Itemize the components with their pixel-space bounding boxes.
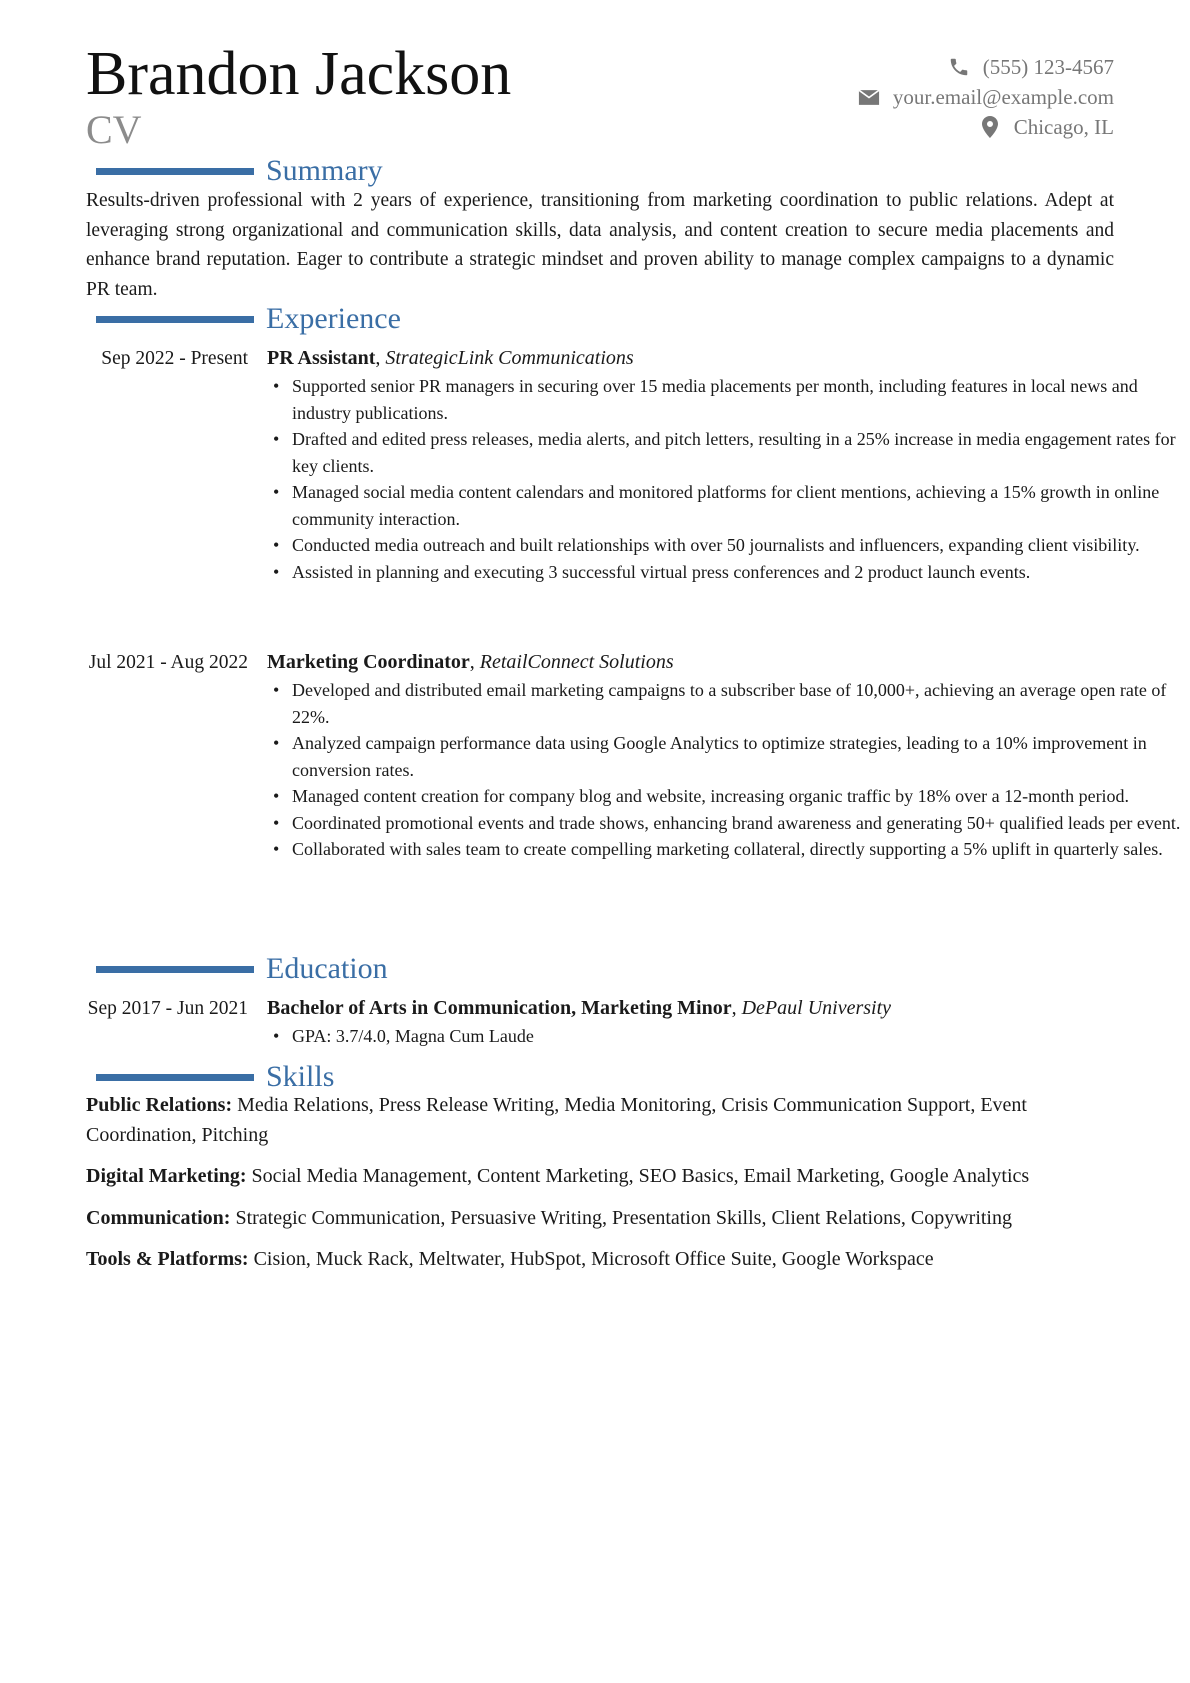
bullet-item: • Conducted media outreach and built relationships with over 50 journalists and influencers, expanding client visibility. — [267, 532, 1187, 559]
skill-group — [86, 1245, 1114, 1275]
entry-body — [267, 648, 1187, 863]
entry-date: Sep 2017 - Jun 2021 — [87, 998, 248, 1019]
location-text: Chicago, IL — [1013, 115, 1114, 139]
bullet-item: • Drafted and edited press releases, media alerts, and pitch letters, resulting in a 25% increase in media engagement rates for key clients. — [267, 426, 1187, 479]
skill-group — [86, 1091, 1114, 1150]
email-link[interactable]: your.email@example.com — [892, 85, 1114, 109]
bullet-item: • Managed content creation for company blog and website, increasing organic traffic by 18% over a 12-month period. — [267, 783, 1187, 810]
section-title: Education — [266, 952, 388, 985]
entry-title: PR Assistant, StrategicLink Communications — [267, 347, 634, 369]
skill-group — [86, 1204, 1114, 1234]
section-accent-bar — [96, 316, 254, 323]
school-name: DePaul University — [741, 997, 892, 1019]
section-skills-heading — [96, 1059, 334, 1095]
job-title: PR Assistant — [267, 347, 376, 369]
skill-group-label: Public Relations: — [86, 1094, 233, 1116]
document-subtitle: CV — [86, 107, 142, 152]
candidate-name: Brandon Jackson — [86, 40, 512, 108]
bullet-list — [267, 1023, 1187, 1050]
entry-title: Bachelor of Arts in Communication, Marketing Minor, DePaul University — [267, 997, 892, 1019]
entry-date: Sep 2022 - Present — [101, 348, 248, 369]
bullet-item: • Managed social media content calendars and monitored platforms for client mentions, achieving a 15% growth in online community interaction. — [267, 479, 1187, 532]
skill-group-label: Tools & Platforms: — [86, 1248, 249, 1270]
section-accent-bar — [96, 966, 254, 973]
envelope-icon — [857, 86, 881, 108]
employer-name: StrategicLink Communications — [385, 347, 634, 369]
skill-group-value: Media Relations, Press Release Writing, Media Monitoring, Crisis Communication Support, Event Coordination, Pitching — [86, 1094, 1027, 1146]
bullet-item: • Coordinated promotional events and trade shows, enhancing brand awareness and generating 50+ qualified leads per event. — [267, 810, 1187, 837]
skill-group-value: Cision, Muck Rack, Meltwater, HubSpot, Microsoft Office Suite, Google Workspace — [253, 1248, 934, 1270]
employer-name: RetailConnect Solutions — [479, 651, 674, 673]
section-title: Experience — [266, 302, 401, 335]
skill-group-value: Social Media Management, Content Marketing, SEO Basics, Email Marketing, Google Analytics — [251, 1165, 1030, 1187]
skill-group — [86, 1162, 1114, 1192]
entry-title: Marketing Coordinator, RetailConnect Solutions — [267, 651, 674, 673]
map-pin-icon — [978, 116, 1002, 138]
contact-email — [857, 82, 1114, 112]
entry-body — [267, 994, 1187, 1050]
bullet-item: • Collaborated with sales team to create compelling marketing collateral, directly supporting a 5% uplift in quarterly sales. — [267, 836, 1187, 863]
skills-list — [86, 1091, 1114, 1287]
phone-text[interactable]: (555) 123-4567 — [982, 55, 1114, 79]
entry-body — [267, 344, 1187, 585]
contact-block — [857, 52, 1114, 142]
section-accent-bar — [96, 168, 254, 175]
summary-text: Results-driven professional with 2 years of experience, transitioning from marketing coordination to public relations. Adept at leveraging strong organizational and communication skills, data analysis, and content creation to secure media placements and enhance brand reputation. Eager to contribute a strategic mindset and proven ability to manage complex campaigns to a dynamic PR team. — [86, 190, 1114, 300]
bullet-list — [267, 373, 1187, 585]
entry-date: Jul 2021 - Aug 2022 — [88, 652, 248, 673]
bullet-item: • Supported senior PR managers in securing over 15 media placements per month, including features in local news and industry publications. — [267, 373, 1187, 426]
bullet-item: • GPA: 3.7/4.0, Magna Cum Laude — [267, 1023, 1187, 1050]
skill-group-value: Strategic Communication, Persuasive Writing, Presentation Skills, Client Relations, Copywriting — [235, 1206, 1012, 1229]
section-summary-heading — [96, 153, 383, 189]
section-title: Skills — [266, 1060, 335, 1093]
section-title: Summary — [266, 154, 383, 187]
section-accent-bar — [96, 1074, 254, 1081]
skill-group-label: Communication: — [86, 1206, 231, 1229]
job-title: Marketing Coordinator — [267, 651, 470, 673]
section-experience-heading — [96, 301, 401, 337]
degree-title: Bachelor of Arts in Communication, Marketing Minor — [267, 997, 732, 1019]
contact-phone — [857, 52, 1114, 82]
skill-group-label: Digital Marketing: — [86, 1165, 247, 1187]
contact-location — [857, 112, 1114, 142]
bullet-item: • Developed and distributed email marketing campaigns to a subscriber base of 10,000+, achieving an average open rate of 22%. — [267, 677, 1187, 730]
bullet-item: • Assisted in planning and executing 3 successful virtual press conferences and 2 product launch events. — [267, 559, 1187, 586]
phone-icon — [947, 56, 971, 78]
bullet-item: • Analyzed campaign performance data using Google Analytics to optimize strategies, leading to a 10% improvement in conversion rates. — [267, 730, 1187, 783]
bullet-list — [267, 677, 1187, 863]
section-education-heading — [96, 951, 388, 987]
